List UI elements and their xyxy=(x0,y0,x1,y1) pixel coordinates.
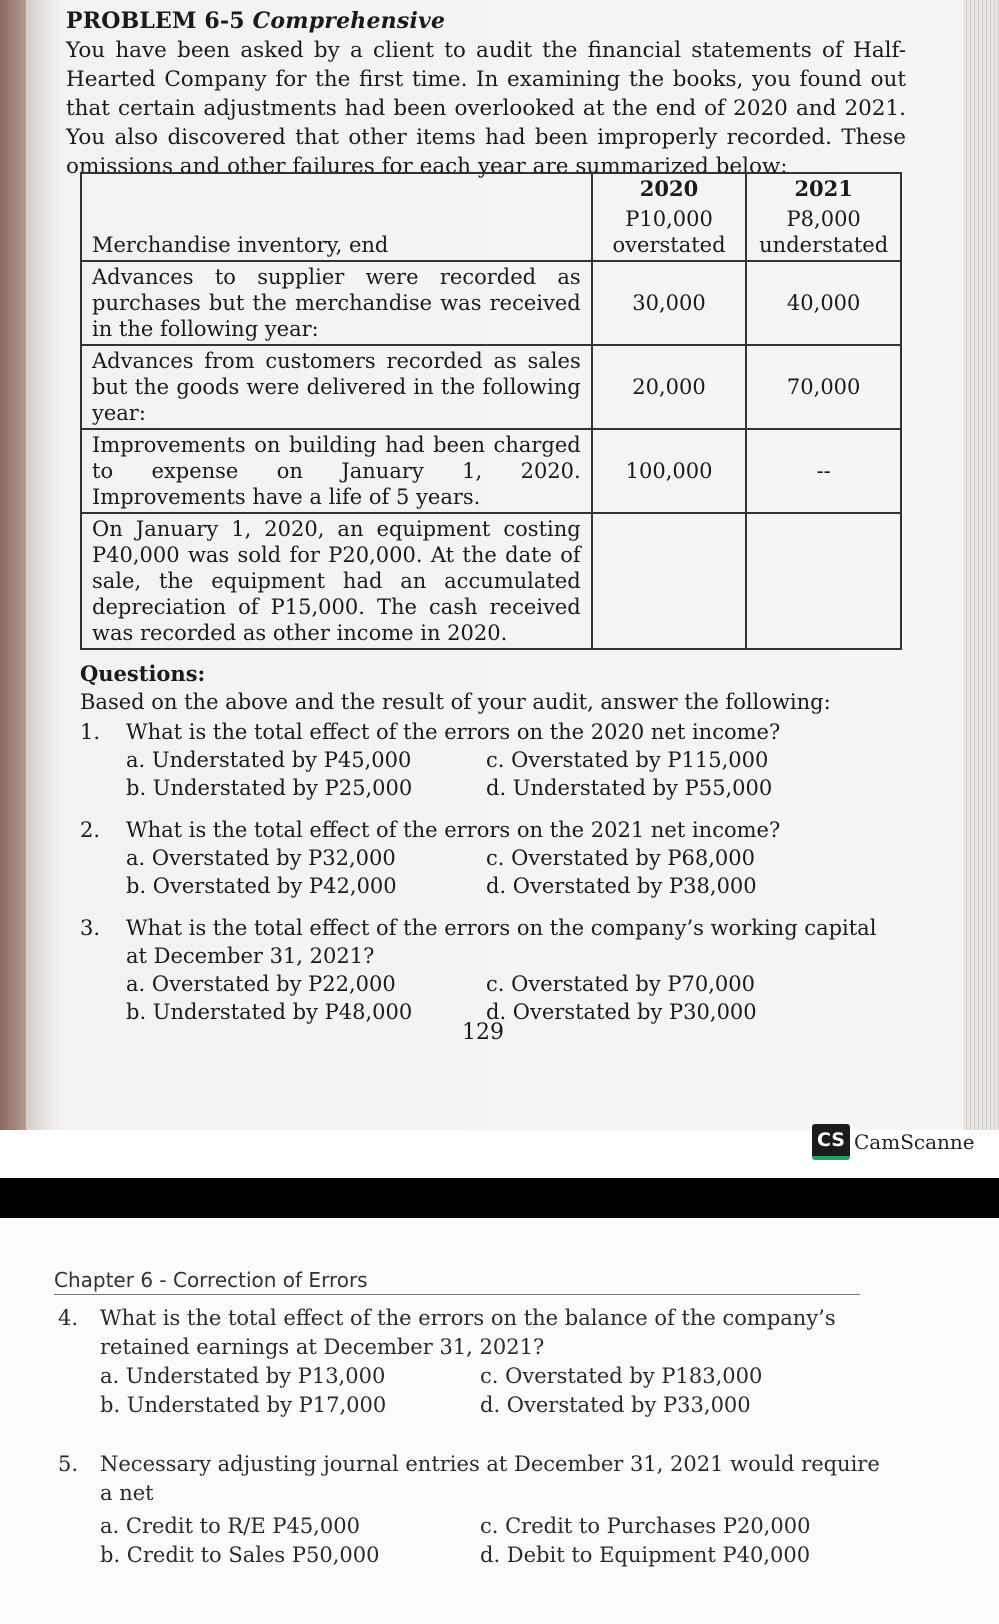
question-2 xyxy=(80,816,900,900)
question-text: Necessary adjusting journal entries at December 31, 2021 would require a net xyxy=(100,1452,880,1505)
cell-2021 xyxy=(746,513,901,649)
choice-b: b. Overstated by P42,000 xyxy=(126,874,397,898)
cell-2021: 70,000 xyxy=(746,345,901,429)
year-header-2021: 2021 xyxy=(746,173,901,204)
choices xyxy=(100,1512,888,1570)
table-row xyxy=(81,513,901,649)
choice-c: c. Overstated by P183,000 xyxy=(480,1364,763,1388)
choice-c: c. Overstated by P70,000 xyxy=(486,972,755,996)
problem-title-type: Comprehensive xyxy=(252,8,446,34)
choice-a: a. Overstated by P32,000 xyxy=(126,846,396,870)
table-row xyxy=(81,261,901,345)
camscanner-logo-icon: CS xyxy=(812,1124,850,1160)
page-separator-bar xyxy=(0,1178,999,1218)
cell-2021: -- xyxy=(746,429,901,513)
problem-title-number: PROBLEM 6-5 xyxy=(66,8,245,34)
row-desc: Merchandise inventory, end xyxy=(92,233,389,257)
question-text: What is the total effect of the errors on the company’s working capital at December 31, 2021? xyxy=(126,916,877,968)
choice-b: b. Credit to Sales P50,000 xyxy=(100,1543,380,1567)
choice-b: b. Understated by P17,000 xyxy=(100,1393,387,1417)
question-number: 2. xyxy=(80,818,101,842)
choice-c: c. Overstated by P115,000 xyxy=(486,748,769,772)
page-number: 129 xyxy=(462,1020,504,1045)
cell-2020: 20,000 xyxy=(592,345,747,429)
choice-b: b. Understated by P48,000 xyxy=(126,1000,413,1024)
cell-2020: 100,000 xyxy=(592,429,747,513)
choice-a: a. Credit to R/E P45,000 xyxy=(100,1514,360,1538)
question-number: 3. xyxy=(80,916,101,940)
choice-a: a. Overstated by P22,000 xyxy=(126,972,396,996)
problem-title xyxy=(66,8,906,34)
camscanner-watermark xyxy=(812,1124,975,1160)
choices xyxy=(126,844,900,900)
row-desc: Improvements on building had been charged to expense on January 1, 2020. Improvements have a life of 5 years. xyxy=(81,429,592,513)
question-number: 4. xyxy=(58,1306,79,1330)
row-desc: On January 1, 2020, an equipment costing P40,000 was sold for P20,000. At the date of sale, the equipment had an accumulated depreciation of P15,000. The cash received was recorded as other income in 2020. xyxy=(81,513,592,649)
choice-d: d. Understated by P55,000 xyxy=(486,776,773,800)
table-header-row xyxy=(81,173,901,204)
cell-2020 xyxy=(592,513,747,649)
book-spine-shadow xyxy=(0,0,26,1130)
choices xyxy=(100,1362,888,1420)
choices xyxy=(126,746,900,802)
cell-2021: 40,000 xyxy=(746,261,901,345)
question-1 xyxy=(80,718,900,802)
scanned-page-continuation xyxy=(0,1218,999,1624)
cell-2021: P8,000 understated xyxy=(746,204,901,261)
cell-2020: 30,000 xyxy=(592,261,747,345)
question-number: 1. xyxy=(80,720,101,744)
errors-table xyxy=(80,172,902,650)
table-row xyxy=(81,173,592,261)
question-text: What is the total effect of the errors on the 2020 net income? xyxy=(126,720,781,744)
choice-a: a. Understated by P13,000 xyxy=(100,1364,386,1388)
question-text: What is the total effect of the errors on the 2021 net income? xyxy=(126,818,781,842)
table-row xyxy=(81,429,901,513)
choice-b: b. Understated by P25,000 xyxy=(126,776,413,800)
question-text: What is the total effect of the errors on the balance of the company’s retained earnings at December 31, 2021? xyxy=(100,1306,836,1359)
choice-a: a. Understated by P45,000 xyxy=(126,748,412,772)
question-number: 5. xyxy=(58,1452,79,1476)
year-header-2020: 2020 xyxy=(592,173,747,204)
question-3 xyxy=(80,914,900,1026)
question-5 xyxy=(58,1450,888,1570)
chapter-header: Chapter 6 - Correction of Errors xyxy=(54,1268,860,1295)
choices xyxy=(126,970,900,1026)
choice-d: d. Overstated by P30,000 xyxy=(486,1000,757,1024)
row-desc: Advances from customers recorded as sales but the goods were delivered in the following year: xyxy=(81,345,592,429)
camscanner-name: CamScanne xyxy=(854,1130,975,1154)
row-desc: Advances to supplier were recorded as purchases but the merchandise was received in the following year: xyxy=(81,261,592,345)
questions-lead: Based on the above and the result of your audit, answer the following: xyxy=(80,690,831,714)
problem-intro: You have been asked by a client to audit the financial statements of Half-Hearted Company for the first time. In examining the books, you found out that certain adjustments had been overlooked at the end of 2020 and 2021. You also discovered that other items had been improperly recorded. These omissions and other failures for each year are summarized below: xyxy=(66,38,906,179)
choice-d: d. Overstated by P38,000 xyxy=(486,874,757,898)
questions-section xyxy=(80,660,900,1026)
page-edges xyxy=(963,0,999,1130)
cell-2020: P10,000 overstated xyxy=(592,204,747,261)
problem-header xyxy=(66,8,906,181)
questions-heading: Questions: xyxy=(80,661,206,686)
choice-d: d. Overstated by P33,000 xyxy=(480,1393,751,1417)
question-4 xyxy=(58,1304,888,1420)
choice-c: c. Overstated by P68,000 xyxy=(486,846,755,870)
choice-d: d. Debit to Equipment P40,000 xyxy=(480,1543,811,1567)
choice-c: c. Credit to Purchases P20,000 xyxy=(480,1514,811,1538)
table-row xyxy=(81,345,901,429)
